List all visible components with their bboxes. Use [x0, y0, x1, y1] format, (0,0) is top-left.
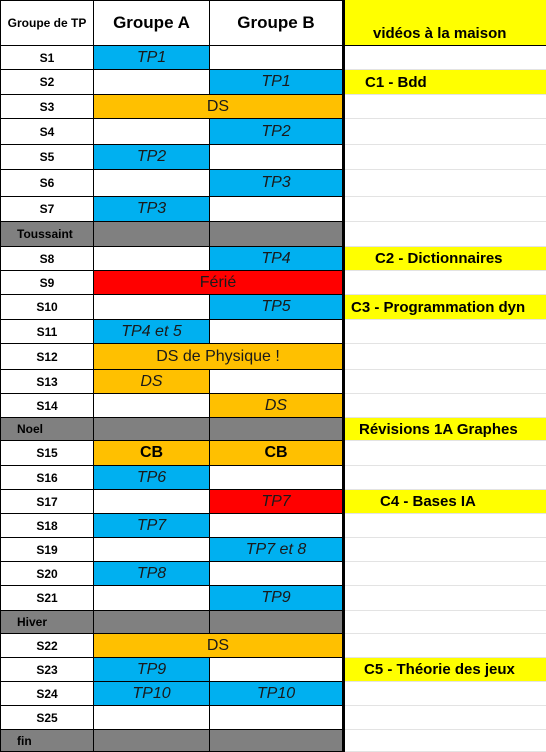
group-b-cell[interactable] [210, 658, 343, 682]
table-row [0, 538, 546, 562]
week-label-cell[interactable]: S17 [0, 490, 94, 514]
group-b-cell[interactable] [210, 611, 343, 634]
group-b-cell[interactable]: TP9 [210, 586, 343, 611]
table-row [0, 247, 546, 271]
video-cell[interactable] [343, 145, 546, 170]
week-label-cell[interactable]: Noel [0, 418, 94, 441]
merged-cell[interactable]: DS [94, 95, 343, 119]
video-cell[interactable] [343, 271, 546, 295]
video-cell[interactable]: C5 - Théorie des jeux [343, 658, 546, 682]
week-label-cell[interactable]: S6 [0, 170, 94, 197]
table-row [0, 514, 546, 538]
group-a-cell[interactable]: TP3 [94, 197, 210, 222]
header-videos-cell[interactable]: vidéos à la maison [343, 0, 546, 46]
table-row [0, 562, 546, 586]
video-cell[interactable] [343, 586, 546, 611]
week-label-cell[interactable]: S24 [0, 682, 94, 706]
video-cell[interactable] [343, 197, 546, 222]
column-divider [343, 0, 345, 752]
group-a-cell[interactable]: DS [94, 370, 210, 394]
group-b-cell[interactable] [210, 320, 343, 344]
group-a-cell[interactable] [94, 418, 210, 441]
week-label-cell[interactable]: S10 [0, 295, 94, 320]
week-label-cell[interactable]: S11 [0, 320, 94, 344]
week-label-cell[interactable]: S4 [0, 119, 94, 145]
table-row [0, 70, 546, 95]
group-b-cell[interactable] [210, 370, 343, 394]
group-a-cell[interactable] [94, 538, 210, 562]
video-cell[interactable]: C4 - Bases IA [343, 490, 546, 514]
group-b-cell[interactable] [210, 562, 343, 586]
video-cell[interactable] [343, 170, 546, 197]
table-row [0, 466, 546, 490]
week-label-cell[interactable]: S8 [0, 247, 94, 271]
week-label-cell[interactable]: S7 [0, 197, 94, 222]
week-label-cell[interactable]: S5 [0, 145, 94, 170]
week-label-cell[interactable]: S9 [0, 271, 94, 295]
video-cell[interactable] [343, 320, 546, 344]
week-label-cell[interactable]: S20 [0, 562, 94, 586]
group-b-cell[interactable] [210, 222, 343, 247]
table-row [0, 490, 546, 514]
separator-row [0, 222, 546, 247]
table-row [0, 145, 546, 170]
video-cell[interactable] [343, 95, 546, 119]
video-cell[interactable] [343, 441, 546, 466]
group-b-cell[interactable]: DS [210, 394, 343, 418]
group-b-cell[interactable] [210, 514, 343, 538]
table-row [0, 119, 546, 145]
table-row [0, 46, 546, 70]
table-row [0, 344, 546, 370]
group-a-cell[interactable] [94, 222, 210, 247]
video-cell[interactable]: C1 - Bdd [343, 70, 546, 95]
header-label-cell[interactable]: Groupe de TP [0, 0, 94, 46]
group-a-cell[interactable]: CB [94, 441, 210, 466]
video-cell[interactable] [343, 46, 546, 70]
group-a-cell[interactable] [94, 247, 210, 271]
video-cell[interactable] [343, 394, 546, 418]
table-row [0, 295, 546, 320]
group-b-cell[interactable] [210, 145, 343, 170]
group-a-cell[interactable] [94, 394, 210, 418]
separator-row [0, 611, 546, 634]
week-label-cell[interactable]: S25 [0, 706, 94, 730]
group-a-cell[interactable] [94, 170, 210, 197]
video-cell[interactable] [343, 634, 546, 658]
week-label-cell[interactable]: S23 [0, 658, 94, 682]
group-b-cell[interactable]: TP10 [210, 682, 343, 706]
week-label-cell[interactable]: S21 [0, 586, 94, 611]
video-cell[interactable] [343, 514, 546, 538]
table-row [0, 706, 546, 730]
group-a-cell[interactable]: TP7 [94, 514, 210, 538]
week-label-cell[interactable]: S19 [0, 538, 94, 562]
merged-cell[interactable]: Férié [94, 271, 343, 295]
video-cell[interactable] [343, 706, 546, 730]
week-label-cell[interactable]: S18 [0, 514, 94, 538]
group-b-cell[interactable] [210, 46, 343, 70]
group-b-cell[interactable]: TP4 [210, 247, 343, 271]
group-a-cell[interactable] [94, 295, 210, 320]
week-label-cell[interactable]: S3 [0, 95, 94, 119]
week-label-cell[interactable]: S12 [0, 344, 94, 370]
group-a-cell[interactable]: TP4 et 5 [94, 320, 210, 344]
video-cell[interactable]: C3 - Programmation dyn [343, 295, 546, 320]
week-label-cell[interactable]: S14 [0, 394, 94, 418]
group-b-cell[interactable]: TP5 [210, 295, 343, 320]
week-label-cell[interactable]: S13 [0, 370, 94, 394]
week-label-cell[interactable]: Hiver [0, 611, 94, 634]
merged-cell[interactable]: DS de Physique ! [94, 344, 343, 370]
header-group-b-cell[interactable]: Groupe B [210, 0, 343, 46]
header-row [0, 0, 546, 46]
group-a-cell[interactable] [94, 490, 210, 514]
video-cell[interactable] [343, 562, 546, 586]
group-a-cell[interactable] [94, 586, 210, 611]
group-b-cell[interactable] [210, 706, 343, 730]
week-label-cell[interactable]: S2 [0, 70, 94, 95]
group-b-cell[interactable]: TP1 [210, 70, 343, 95]
table-row [0, 634, 546, 658]
video-cell[interactable]: C2 - Dictionnaires [343, 247, 546, 271]
week-label-cell[interactable]: Toussaint [0, 222, 94, 247]
group-a-cell[interactable]: TP1 [94, 46, 210, 70]
separator-row [0, 730, 546, 752]
group-a-cell[interactable]: TP2 [94, 145, 210, 170]
week-label-cell[interactable]: S16 [0, 466, 94, 490]
table-row [0, 271, 546, 295]
table-row [0, 320, 546, 344]
group-a-cell[interactable] [94, 119, 210, 145]
video-cell[interactable] [343, 682, 546, 706]
group-b-cell[interactable]: CB [210, 441, 343, 466]
table-row [0, 682, 546, 706]
group-a-cell[interactable] [94, 70, 210, 95]
video-cell[interactable] [343, 730, 546, 752]
group-a-cell[interactable]: TP10 [94, 682, 210, 706]
video-cell[interactable] [343, 370, 546, 394]
video-cell[interactable] [343, 222, 546, 247]
group-b-cell[interactable] [210, 730, 343, 752]
video-cell[interactable]: Révisions 1A Graphes [343, 418, 546, 441]
group-a-cell[interactable]: TP9 [94, 658, 210, 682]
group-a-cell[interactable]: TP8 [94, 562, 210, 586]
merged-cell[interactable]: DS [94, 634, 343, 658]
table-row [0, 394, 546, 418]
group-b-cell[interactable]: TP2 [210, 119, 343, 145]
week-label-cell[interactable]: fin [0, 730, 94, 752]
group-b-cell[interactable] [210, 418, 343, 441]
video-cell[interactable] [343, 119, 546, 145]
group-b-cell[interactable]: TP7 [210, 490, 343, 514]
header-group-a-cell[interactable]: Groupe A [94, 0, 210, 46]
table-row [0, 170, 546, 197]
video-cell[interactable] [343, 611, 546, 634]
week-label-cell[interactable]: S1 [0, 46, 94, 70]
group-b-cell[interactable]: TP3 [210, 170, 343, 197]
video-cell[interactable] [343, 538, 546, 562]
video-cell[interactable] [343, 466, 546, 490]
group-b-cell[interactable]: TP7 et 8 [210, 538, 343, 562]
group-a-cell[interactable] [94, 730, 210, 752]
table-row [0, 95, 546, 119]
separator-row [0, 418, 546, 441]
week-label-cell[interactable]: S22 [0, 634, 94, 658]
group-a-cell[interactable] [94, 706, 210, 730]
group-b-cell[interactable] [210, 197, 343, 222]
group-a-cell[interactable]: TP6 [94, 466, 210, 490]
table-row [0, 441, 546, 466]
video-cell[interactable] [343, 344, 546, 370]
table-row [0, 197, 546, 222]
week-label-cell[interactable]: S15 [0, 441, 94, 466]
table-row [0, 586, 546, 611]
table-row [0, 370, 546, 394]
group-b-cell[interactable] [210, 466, 343, 490]
table-row [0, 658, 546, 682]
group-a-cell[interactable] [94, 611, 210, 634]
